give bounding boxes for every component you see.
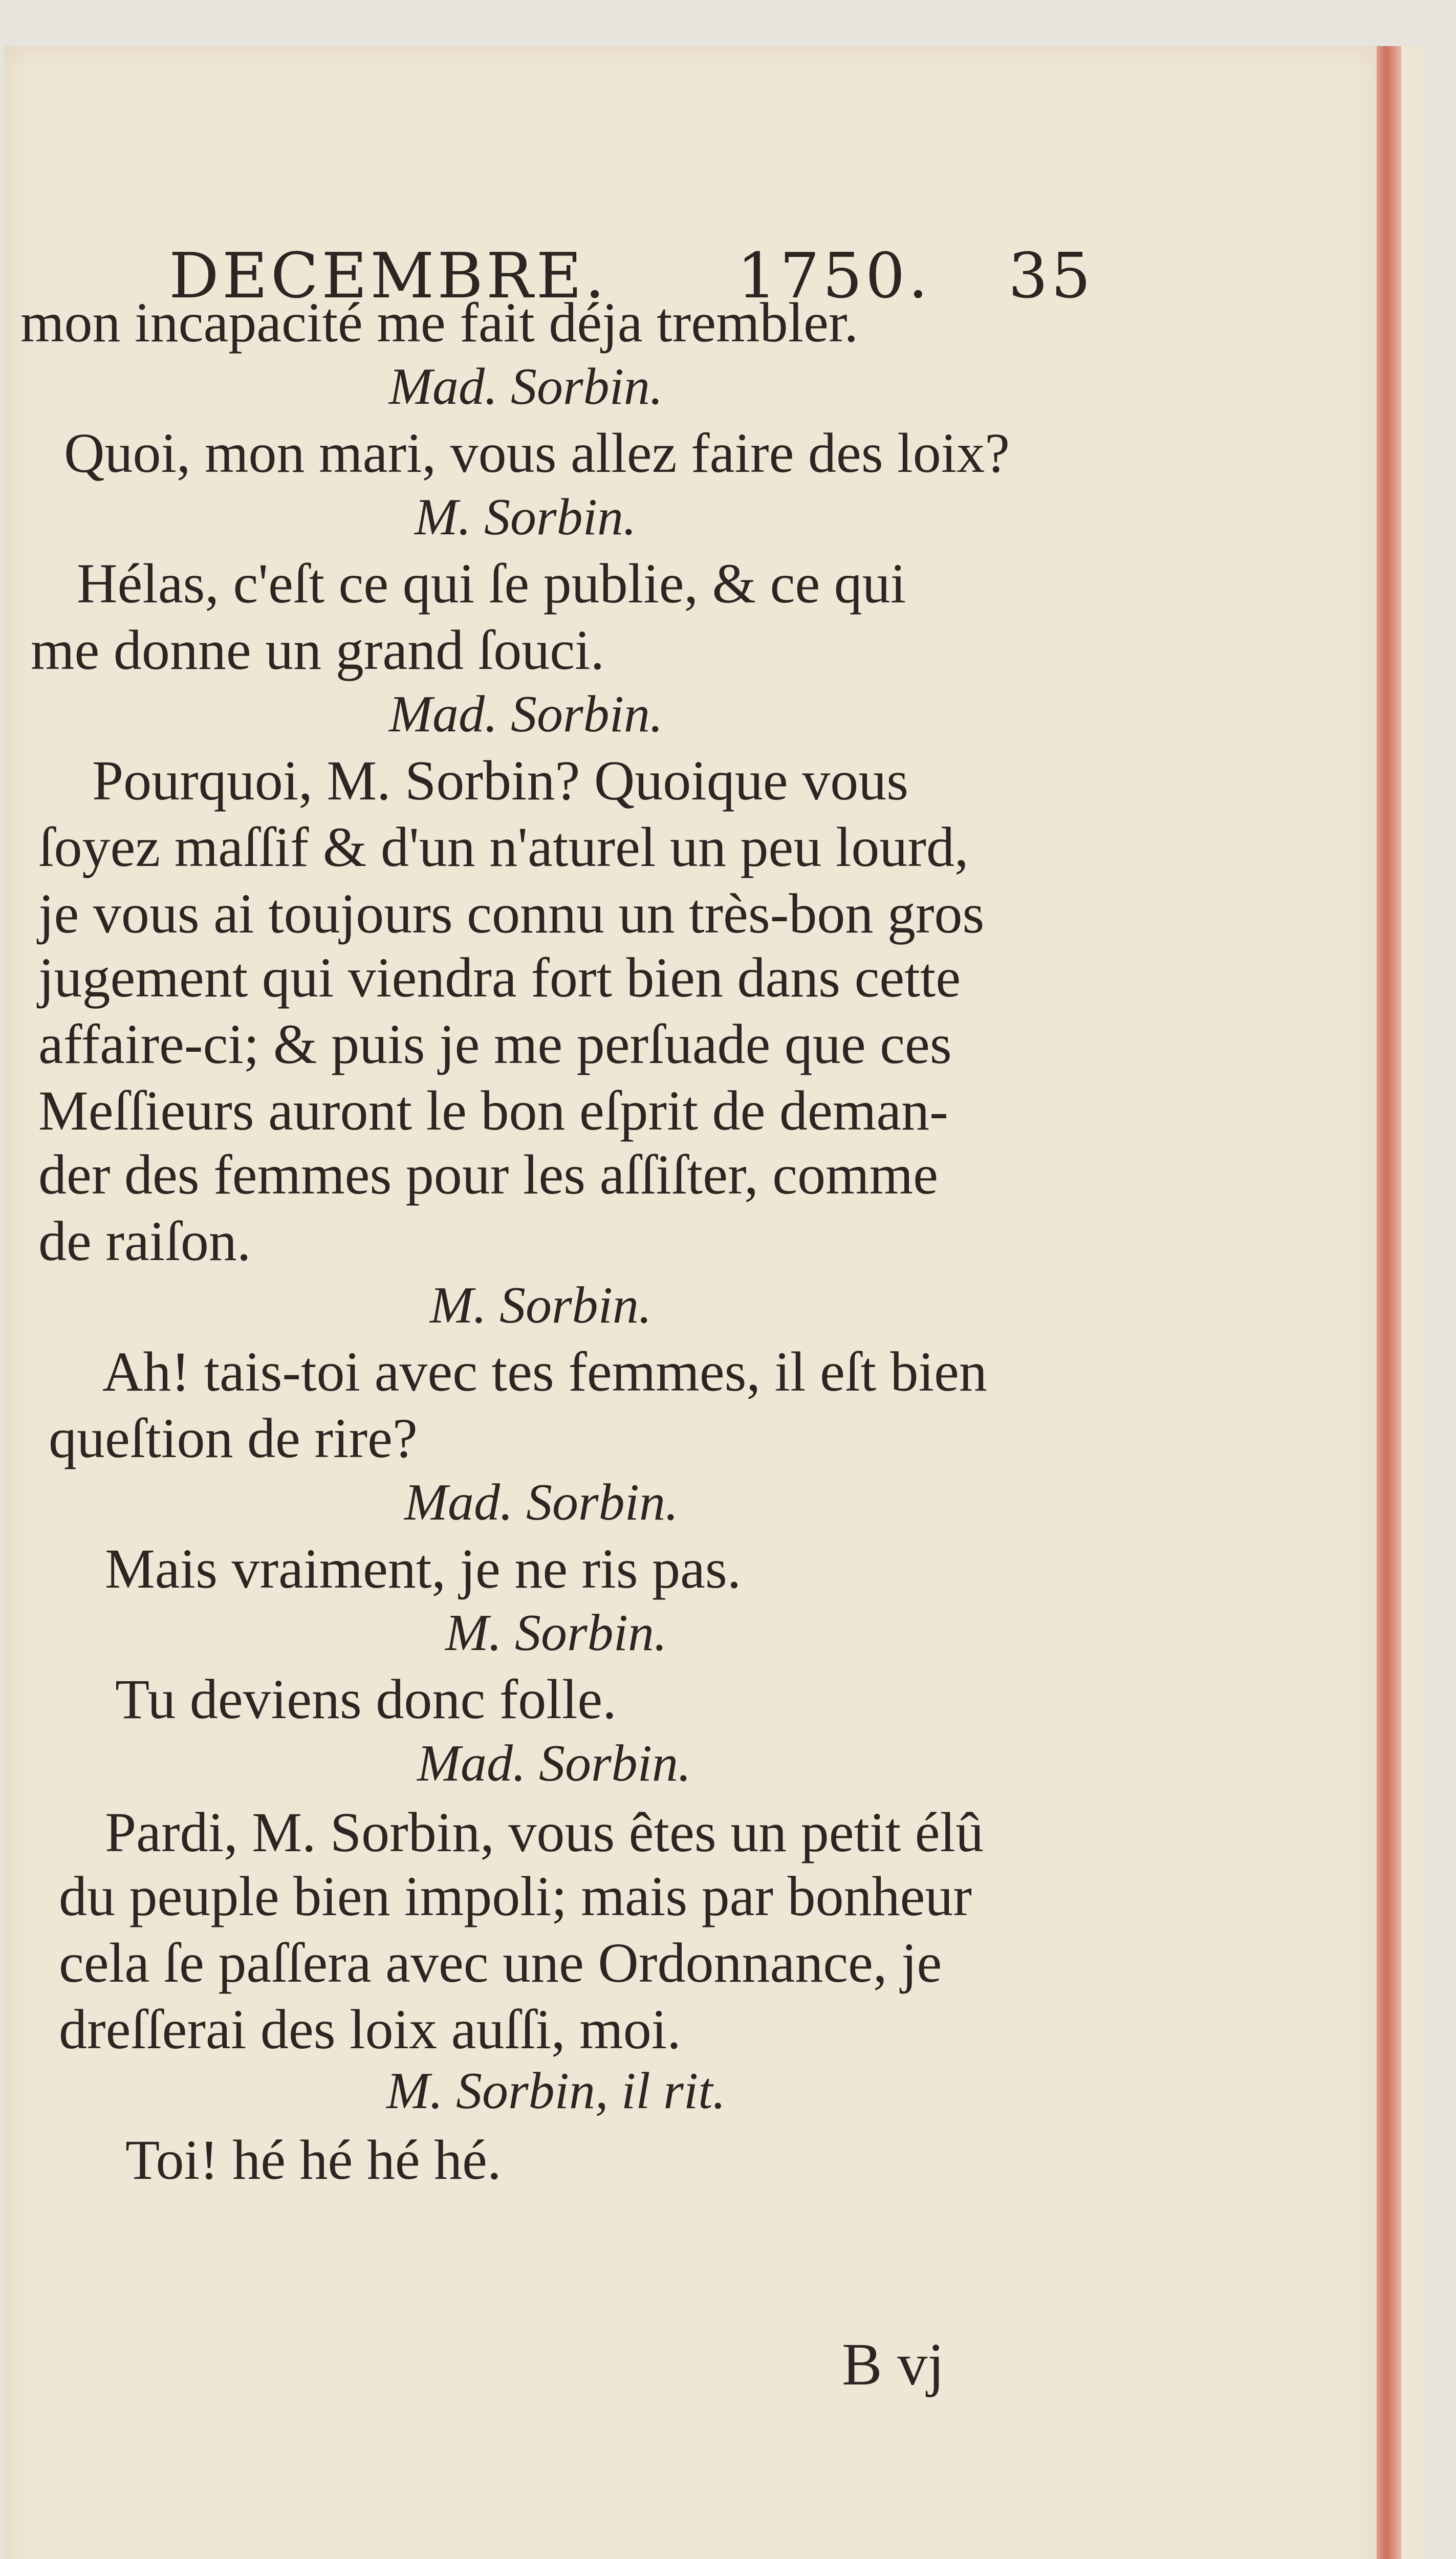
signature-mark: B vj bbox=[842, 2331, 944, 2398]
text-line: Pourquoi, M. Sorbin? Quoique vous bbox=[92, 749, 908, 812]
speaker-label: Mad. Sorbin. bbox=[404, 1473, 679, 1531]
text-line: Pardi, M. Sorbin, vous êtes un petit élû bbox=[105, 1801, 984, 1863]
text-line: cela ſe paſſera avec une Ordonnance, je bbox=[59, 1932, 942, 1994]
text-line: der des femmes pour les aſſiſter, comme bbox=[38, 1143, 939, 1206]
speaker-label: Mad. Sorbin. bbox=[389, 358, 663, 416]
text-line: ſoyez maſſif & d'un n'aturel un peu lourd, bbox=[38, 816, 969, 878]
speaker-label: Mad. Sorbin. bbox=[417, 1734, 691, 1792]
text-line: de raiſon. bbox=[38, 1210, 251, 1272]
text-line: Ah! tais-toi avec tes femmes, il eſt bien bbox=[102, 1340, 987, 1403]
speaker-label: M. Sorbin. bbox=[430, 1276, 652, 1334]
text-line: me donne un grand ſouci. bbox=[31, 619, 605, 681]
speaker-label: M. Sorbin. bbox=[445, 1604, 667, 1662]
text-line: dreſſerai des loix auſſi, moi. bbox=[59, 1998, 681, 2061]
header-year: 1750. bbox=[737, 240, 931, 312]
text-line: mon incapacité me fait déja trembler. bbox=[20, 291, 859, 354]
text-line: jugement qui viendra fort bien dans cette bbox=[38, 946, 961, 1009]
page-number: 35 bbox=[1008, 240, 1094, 312]
text-line: Meſſieurs auront le bon eſprit de deman- bbox=[38, 1079, 948, 1142]
header-month: DECEMBRE. bbox=[169, 240, 608, 312]
speaker-label: M. Sorbin, il rit. bbox=[386, 2062, 726, 2120]
text-line: Toi! hé hé hé hé. bbox=[125, 2129, 502, 2191]
page-edge bbox=[1377, 46, 1401, 2559]
speaker-label: Mad. Sorbin. bbox=[389, 685, 663, 743]
text-line: Mais vraiment, je ne ris pas. bbox=[105, 1537, 742, 1600]
text-line: Hélas, c'eſt ce qui ſe publie, & ce qui bbox=[77, 552, 906, 615]
text-line: queſtion de rire? bbox=[49, 1407, 418, 1469]
speaker-label: M. Sorbin. bbox=[415, 488, 637, 546]
text-line: je vous ai toujours connu un très-bon gros bbox=[38, 882, 985, 945]
text-line: Tu deviens donc folle. bbox=[115, 1668, 617, 1730]
text-line: du peuple bien impoli; mais par bonheur bbox=[59, 1865, 972, 1927]
text-line: Quoi, mon mari, vous allez faire des loix? bbox=[64, 422, 1010, 484]
margin-strip bbox=[1401, 46, 1422, 2559]
text-line: affaire-ci; & puis je me perſuade que ces bbox=[38, 1013, 952, 1075]
